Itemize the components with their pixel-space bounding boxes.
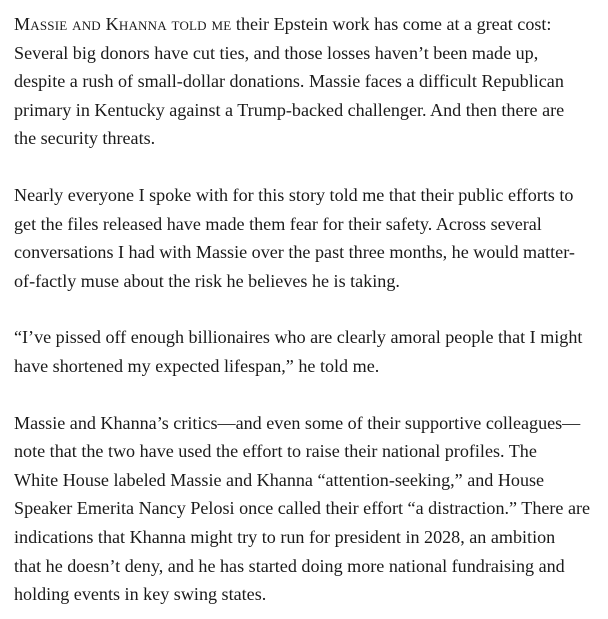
paragraph-3-quote [14, 323, 596, 380]
paragraph-line: White House labeled Massie and Khanna “attention-seeking,” and House [14, 469, 545, 490]
paragraph-line: the security threats. [14, 128, 156, 149]
paragraph-line: Several big donors have cut ties, and those losses haven’t been made up, [14, 42, 539, 63]
paragraph-line: “I’ve pissed off enough billionaires who are clearly amoral people that I might [14, 327, 583, 348]
lead-in-smallcaps: Massie and Khanna told me [14, 14, 232, 34]
lead-in-continuation: their Epstein work has come at a great cost: [231, 14, 552, 34]
paragraph-line: of-factly muse about the risk he believes he is taking. [14, 270, 400, 291]
paragraph-line: that he doesn’t deny, and he has started doing more national fundraising and [14, 555, 565, 576]
paragraph-line: Massie and Khanna’s critics—and even some of their supportive colleagues— [14, 412, 581, 433]
paragraph-line: note that the two have used the effort to raise their national profiles. The [14, 441, 537, 462]
paragraph-line: have shortened my expected lifespan,” he told me. [14, 355, 380, 376]
paragraph-1 [14, 10, 596, 153]
paragraph-4 [14, 409, 596, 609]
paragraph-line: indications that Khanna might try to run for president in 2028, an ambition [14, 526, 556, 547]
paragraph-line: conversations I had with Massie over the past three months, he would matter- [14, 242, 575, 263]
paragraph-line: Speaker Emerita Nancy Pelosi once called their effort “a distraction.” There are [14, 498, 591, 519]
paragraph-line: Nearly everyone I spoke with for this story told me that their public efforts to [14, 184, 574, 205]
paragraph-2 [14, 181, 596, 295]
paragraph-line [14, 10, 596, 39]
paragraph-line: primary in Kentucky against a Trump-backed challenger. And then there are [14, 99, 565, 120]
paragraph-line: holding events in key swing states. [14, 584, 267, 605]
paragraph-line: despite a rush of small-dollar donations. Massie faces a difficult Republican [14, 71, 564, 92]
paragraph-line: get the files released have made them fear for their safety. Across several [14, 213, 542, 234]
